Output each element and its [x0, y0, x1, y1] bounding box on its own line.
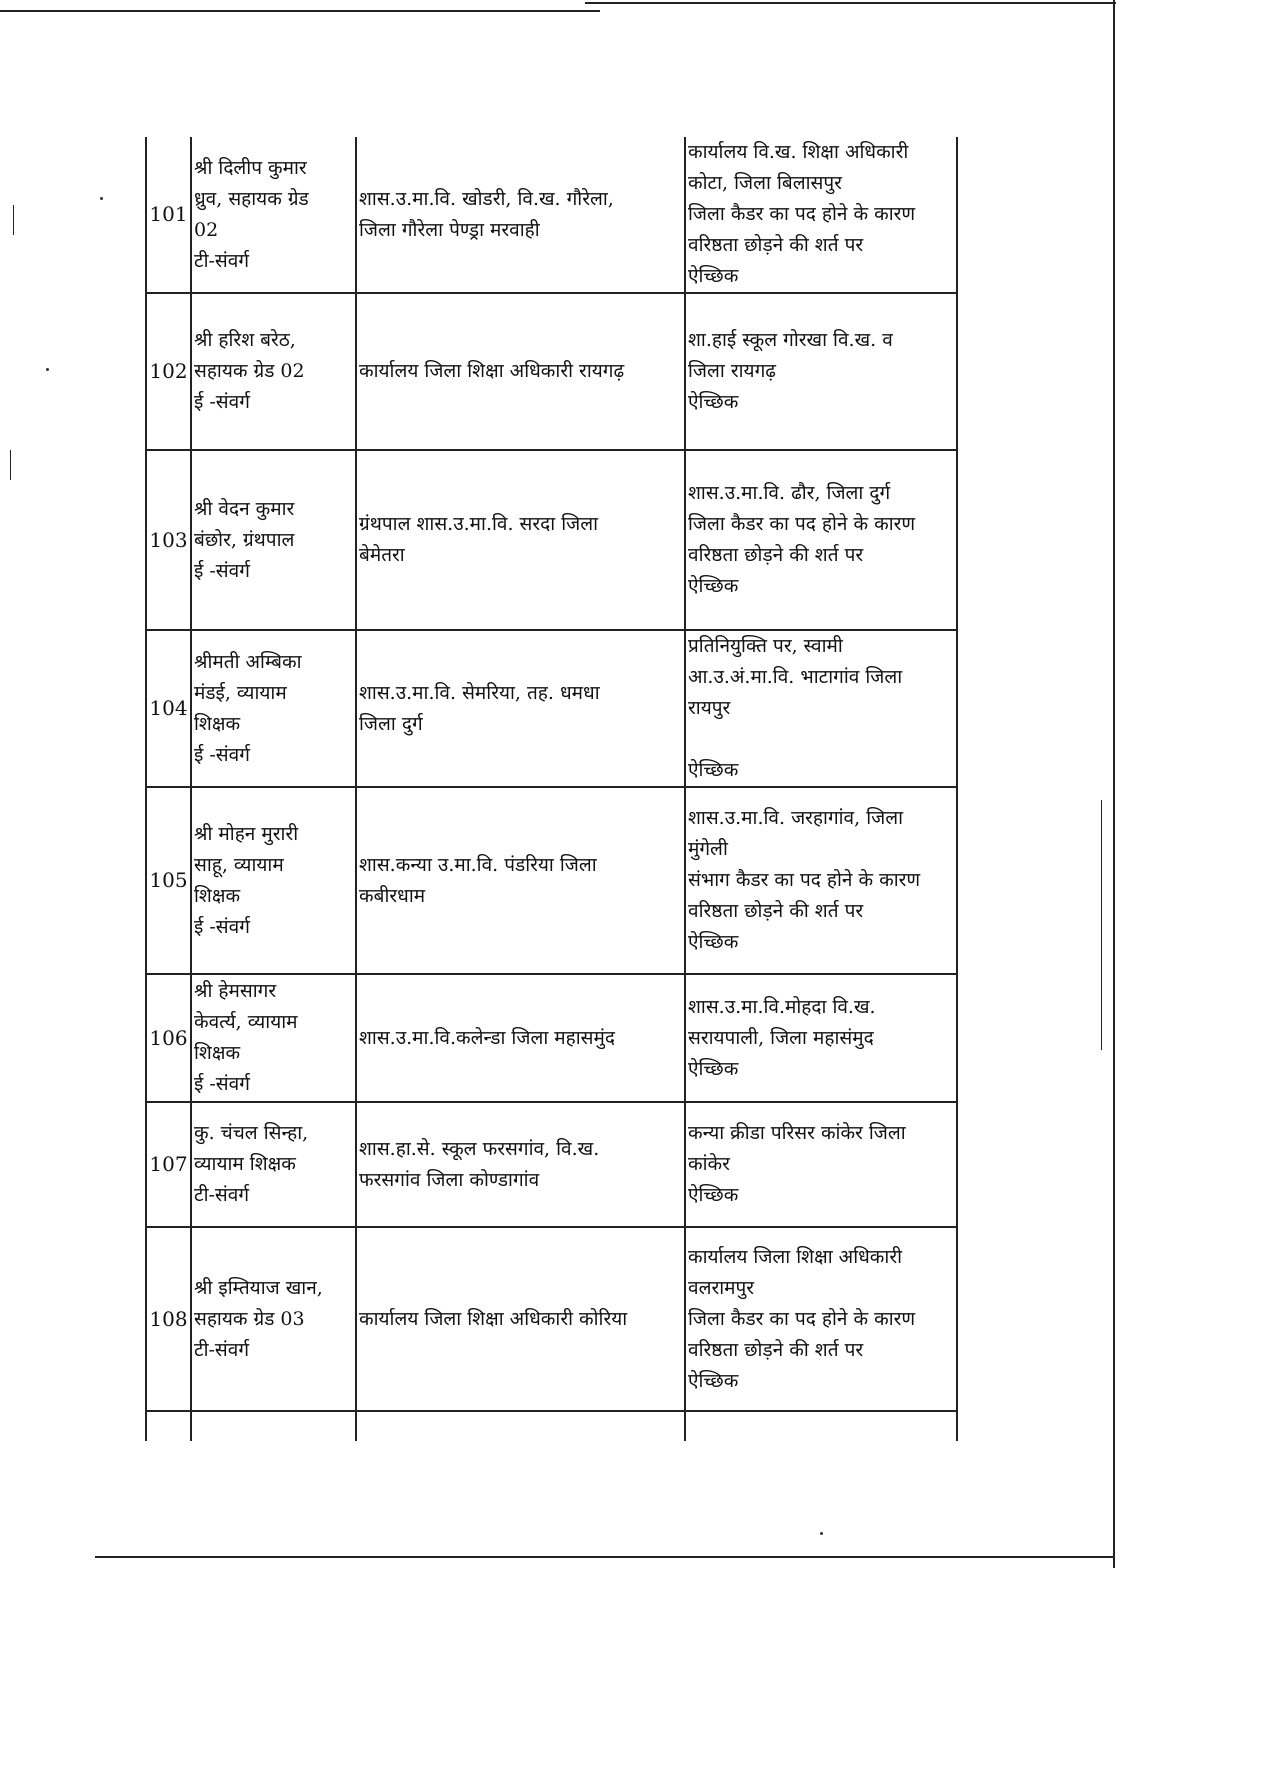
serial-number: 101: [146, 137, 191, 293]
employee-name-cell: [191, 1227, 356, 1411]
new-posting-line: प्रतिनियुक्ति पर, स्वामी: [688, 635, 843, 657]
employee-name-line: ई -संवर्ग: [194, 559, 250, 582]
new-posting-line: जिला कैडर का पद होने के कारण: [688, 1307, 916, 1330]
new-posting-line: कोटा, जिला बिलासपुर: [688, 172, 842, 194]
new-posting-line: रायपुर: [688, 697, 731, 719]
table-row: [146, 450, 957, 630]
new-posting-cell: [685, 1227, 957, 1411]
employee-name-line: ई -संवर्ग: [194, 915, 250, 938]
employee-name-line: सहायक ग्रेड 03: [194, 1307, 305, 1330]
current-office-cell: [356, 137, 685, 293]
scan-border-top-right: [585, 2, 1116, 4]
employee-name-line: श्री दिलीप कुमार: [194, 156, 307, 179]
table-row: [146, 1227, 957, 1411]
empty-cell: [191, 1411, 356, 1441]
employee-name-line: शिक्षक: [194, 712, 241, 735]
new-posting-cell: [685, 630, 957, 787]
serial-number: 102: [146, 293, 191, 450]
current-office-cell: [356, 293, 685, 450]
new-posting-line: सरायपाली, जिला महासंमुद: [688, 1026, 874, 1049]
employee-name-cell: [191, 293, 356, 450]
serial-number: 108: [146, 1227, 191, 1411]
new-posting-line: जिला कैडर का पद होने के कारण: [688, 513, 916, 535]
scan-margin-mark: [1101, 800, 1102, 1050]
current-office-cell: [356, 1102, 685, 1227]
serial-number: 106: [146, 974, 191, 1102]
employee-name-line: टी-संवर्ग: [194, 249, 250, 272]
new-posting-cell: [685, 787, 957, 974]
employee-name-line: श्रीमती अम्बिका: [194, 650, 302, 673]
current-office-line: फरसगांव जिला कोण्डागांव: [359, 1168, 540, 1191]
employee-name-line: शिक्षक: [194, 884, 241, 907]
new-posting-line: ऐच्छिक: [688, 759, 739, 781]
employee-name-line: श्री हेमसागर: [194, 980, 277, 1002]
current-office-line: शास.उ.मा.वि. सेमरिया, तह. धमधा: [359, 681, 600, 704]
scan-speck: [46, 368, 49, 371]
new-posting-line: कांकेर: [688, 1153, 730, 1175]
employee-name-cell: [191, 137, 356, 293]
new-posting-line: शास.उ.मा.वि. जरहागांव, जिला: [688, 807, 904, 829]
new-posting-line: [688, 724, 954, 755]
current-office-line: जिला दुर्ग: [359, 712, 423, 735]
new-posting-line: ऐच्छिक: [688, 1369, 739, 1392]
employee-name-line: श्री मोहन मुरारी: [194, 822, 299, 845]
transfer-table: [145, 137, 958, 1441]
current-office-line: ग्रंथपाल शास.उ.मा.वि. सरदा जिला: [359, 513, 599, 535]
employee-name-line: शिक्षक: [194, 1042, 241, 1064]
new-posting-line: शा.हाई स्कूल गोरखा वि.ख. व: [688, 329, 893, 351]
empty-cell: [356, 1411, 685, 1441]
current-office-line: कार्यालय जिला शिक्षा अधिकारी कोरिया: [359, 1307, 628, 1330]
new-posting-line: ऐच्छिक: [688, 1057, 739, 1080]
new-posting-line: कन्या क्रीडा परिसर कांकेर जिला: [688, 1122, 906, 1144]
table-row: [146, 787, 957, 974]
current-office-line: शास.उ.मा.वि.कलेन्डा जिला महासमुंद: [359, 1026, 615, 1049]
new-posting-cell: [685, 450, 957, 630]
employee-name-line: सहायक ग्रेड 02: [194, 360, 305, 382]
employee-name-line: टी-संवर्ग: [194, 1184, 250, 1206]
current-office-line: शास.उ.मा.वि. खोडरी, वि.ख. गौरेला,: [359, 187, 614, 210]
new-posting-line: संभाग कैडर का पद होने के कारण: [688, 869, 921, 891]
employee-name-line: ई -संवर्ग: [194, 1073, 250, 1095]
new-posting-line: मुंगेली: [688, 838, 728, 860]
new-posting-line: जिला कैडर का पद होने के कारण: [688, 203, 916, 225]
new-posting-line: ऐच्छिक: [688, 391, 739, 413]
current-office-cell: [356, 450, 685, 630]
new-posting-line: वरिष्ठता छोड़ने की शर्त पर: [688, 544, 864, 566]
employee-name-line: ई -संवर्ग: [194, 391, 250, 413]
employee-name-line: कु. चंचल सिन्हा,: [194, 1122, 309, 1144]
new-posting-line: जिला रायगढ़: [688, 360, 776, 382]
empty-cell: [685, 1411, 957, 1441]
new-posting-line: वरिष्ठता छोड़ने की शर्त पर: [688, 234, 864, 256]
employee-name-line: 02: [194, 218, 219, 241]
employee-name-line: मंडई, व्यायाम: [194, 681, 287, 704]
new-posting-line: कार्यालय जिला शिक्षा अधिकारी: [688, 1245, 903, 1268]
employee-name-cell: [191, 450, 356, 630]
new-posting-cell: [685, 293, 957, 450]
employee-name-cell: [191, 630, 356, 787]
new-posting-line: शास.उ.मा.वि.मोहदा वि.ख.: [688, 995, 876, 1018]
scan-margin-mark: [13, 205, 14, 235]
current-office-cell: [356, 787, 685, 974]
employee-name-line: श्री हरिश बरेठ,: [194, 329, 296, 351]
new-posting-line: कार्यालय वि.ख. शिक्षा अधिकारी: [688, 141, 909, 163]
employee-name-cell: [191, 787, 356, 974]
scan-margin-mark: [10, 450, 11, 480]
table-row: [146, 974, 957, 1102]
new-posting-line: ऐच्छिक: [688, 931, 739, 953]
employee-name-line: केवर्त्य, व्यायाम: [194, 1011, 298, 1033]
scan-border-right: [1113, 0, 1115, 1568]
employee-name-line: ई -संवर्ग: [194, 743, 250, 766]
new-posting-cell: [685, 1102, 957, 1227]
employee-name-line: श्री इम्तियाज खान,: [194, 1276, 323, 1299]
current-office-line: कबीरधाम: [359, 884, 426, 907]
employee-name-line: ध्रुव, सहायक ग्रेड: [194, 187, 309, 210]
new-posting-line: ऐच्छिक: [688, 265, 739, 287]
new-posting-cell: [685, 974, 957, 1102]
scan-border-top: [0, 10, 600, 12]
serial-number: 104: [146, 630, 191, 787]
employee-name-line: साहू, व्यायाम: [194, 853, 284, 876]
scan-speck: [820, 1532, 823, 1535]
employee-name-line: व्यायाम शिक्षक: [194, 1153, 296, 1175]
new-posting-line: शास.उ.मा.वि. ढौर, जिला दुर्ग: [688, 482, 891, 504]
employee-name-line: बंछोर, ग्रंथपाल: [194, 528, 295, 551]
current-office-line: शास.कन्या उ.मा.वि. पंडरिया जिला: [359, 853, 597, 876]
table-row: [146, 1102, 957, 1227]
employee-name-line: श्री वेदन कुमार: [194, 497, 295, 520]
scan-border-bottom: [95, 1556, 1115, 1558]
employee-name-cell: [191, 974, 356, 1102]
scan-speck: [100, 197, 103, 200]
current-office-cell: [356, 1227, 685, 1411]
current-office-line: कार्यालय जिला शिक्षा अधिकारी रायगढ़: [359, 360, 625, 382]
current-office-line: बेमेतरा: [359, 544, 405, 566]
current-office-line: शास.हा.से. स्कूल फरसगांव, वि.ख.: [359, 1137, 600, 1160]
new-posting-line: वरिष्ठता छोड़ने की शर्त पर: [688, 900, 864, 922]
current-office-cell: [356, 630, 685, 787]
serial-number: 103: [146, 450, 191, 630]
employee-name-line: टी-संवर्ग: [194, 1338, 250, 1361]
new-posting-cell: [685, 137, 957, 293]
employee-name-cell: [191, 1102, 356, 1227]
current-office-line: जिला गौरेला पेण्ड्रा मरवाही: [359, 218, 540, 241]
serial-number: 107: [146, 1102, 191, 1227]
new-posting-line: वलरामपुर: [688, 1276, 755, 1299]
table-row: [146, 137, 957, 293]
new-posting-line: ऐच्छिक: [688, 1184, 739, 1206]
new-posting-line: ऐच्छिक: [688, 575, 739, 597]
empty-cell: [146, 1411, 191, 1441]
new-posting-line: आ.उ.अं.मा.वि. भाटागांव जिला: [688, 666, 903, 688]
table-row-empty: [146, 1411, 957, 1441]
table-row: [146, 630, 957, 787]
table-row: [146, 293, 957, 450]
serial-number: 105: [146, 787, 191, 974]
current-office-cell: [356, 974, 685, 1102]
new-posting-line: वरिष्ठता छोड़ने की शर्त पर: [688, 1338, 864, 1361]
